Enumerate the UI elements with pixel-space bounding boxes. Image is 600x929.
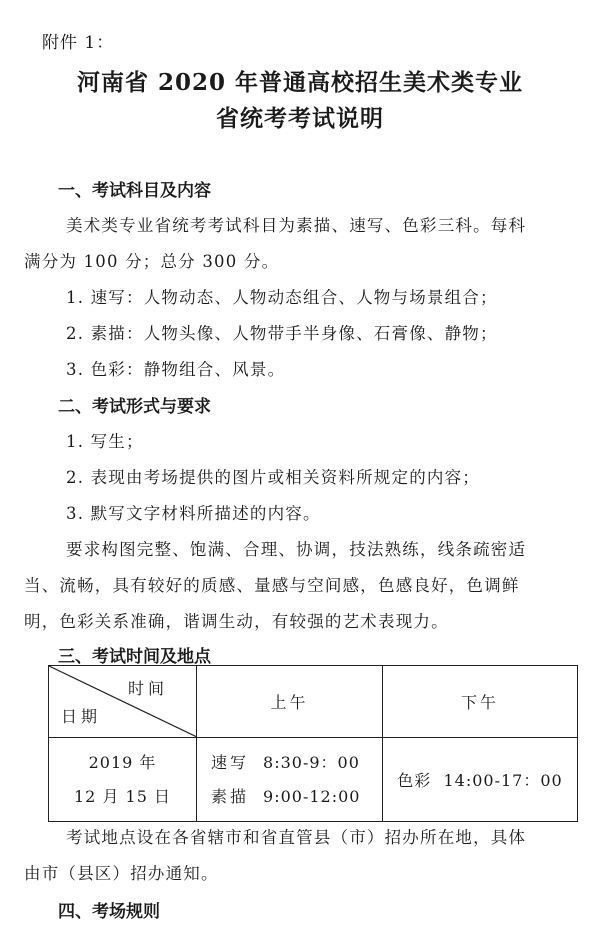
section3-location-line1: 考试地点设在各省辖市和省直管县（市）招办所在地，具体 [66,828,527,847]
section4-heading: 四、考场规则 [58,902,160,922]
section2-item-1: 1. 写生； [66,432,144,451]
section1-item-drawing: 2. 素描：人物头像、人物带手半身像、石膏像、静物； [66,324,498,343]
date-month-day: 12 月 15 日 [74,786,171,806]
exam-schedule-table [48,665,578,822]
section2-item-2: 2. 表现由考场提供的图片或相关资料所规定的内容； [66,468,480,487]
section2-requirement-line1: 要求构图完整、饱满、合理、协调，技法熟练，线条疏密适 [66,540,527,559]
header-time-label: 时间 [127,679,168,698]
morning-subject-2: 素描 [211,786,250,806]
section2-item-3: 3. 默写文字材料所描述的内容。 [66,504,321,523]
header-morning-cell [197,666,383,738]
section1-paragraph-line1: 美术类专业省统考考试科目为素描、速写、色彩三科。每科 [66,216,527,235]
section3-location-line2: 由市（县区）招办通知。 [24,864,219,883]
section2-requirement-line2: 当、流畅，具有较好的质感、量感与空间感，色感良好，色调鲜 [24,576,520,595]
attachment-label: 附件 1： [42,33,115,53]
table-diagonal-header-cell [49,666,197,738]
afternoon-cell [383,738,578,822]
document-title-line2: 省统考考试说明 [216,105,384,132]
morning-time-2: 9:00-12:00 [263,786,361,806]
section1-item-sketching: 1. 速写：人物动态、人物动态组合、人物与场景组合； [66,288,498,307]
section2-requirement-line3: 明，色彩关系准确，谐调生动，有较强的艺术表现力。 [24,612,449,631]
morning-subject-1: 速写 [211,752,250,772]
section3-heading: 三、考试时间及地点 [58,647,211,667]
section2-heading: 二、考试形式与要求 [58,397,211,417]
table-row [49,738,578,822]
afternoon-entry: 色彩 14:00-17：00 [397,771,563,790]
morning-cell [197,738,383,822]
morning-time-1: 8:30-9：00 [263,752,360,772]
section1-item-color: 3. 色彩：静物组合、风景。 [66,360,286,379]
document-title-line1: 河南省 2020 年普通高校招生美术类专业 [76,69,524,96]
header-afternoon-label: 下午 [460,693,499,712]
section1-paragraph-line2: 满分为 100 分；总分 300 分。 [24,252,280,271]
date-cell [49,738,197,822]
header-afternoon-cell [383,666,578,738]
table-header-row [49,666,578,738]
date-year: 2019 年 [88,752,157,772]
section1-heading: 一、考试科目及内容 [58,181,211,201]
morning-entry-1 [211,746,382,780]
header-date-label: 日期 [61,707,102,726]
header-morning-label: 上午 [270,693,309,712]
morning-entry-2 [211,780,382,814]
